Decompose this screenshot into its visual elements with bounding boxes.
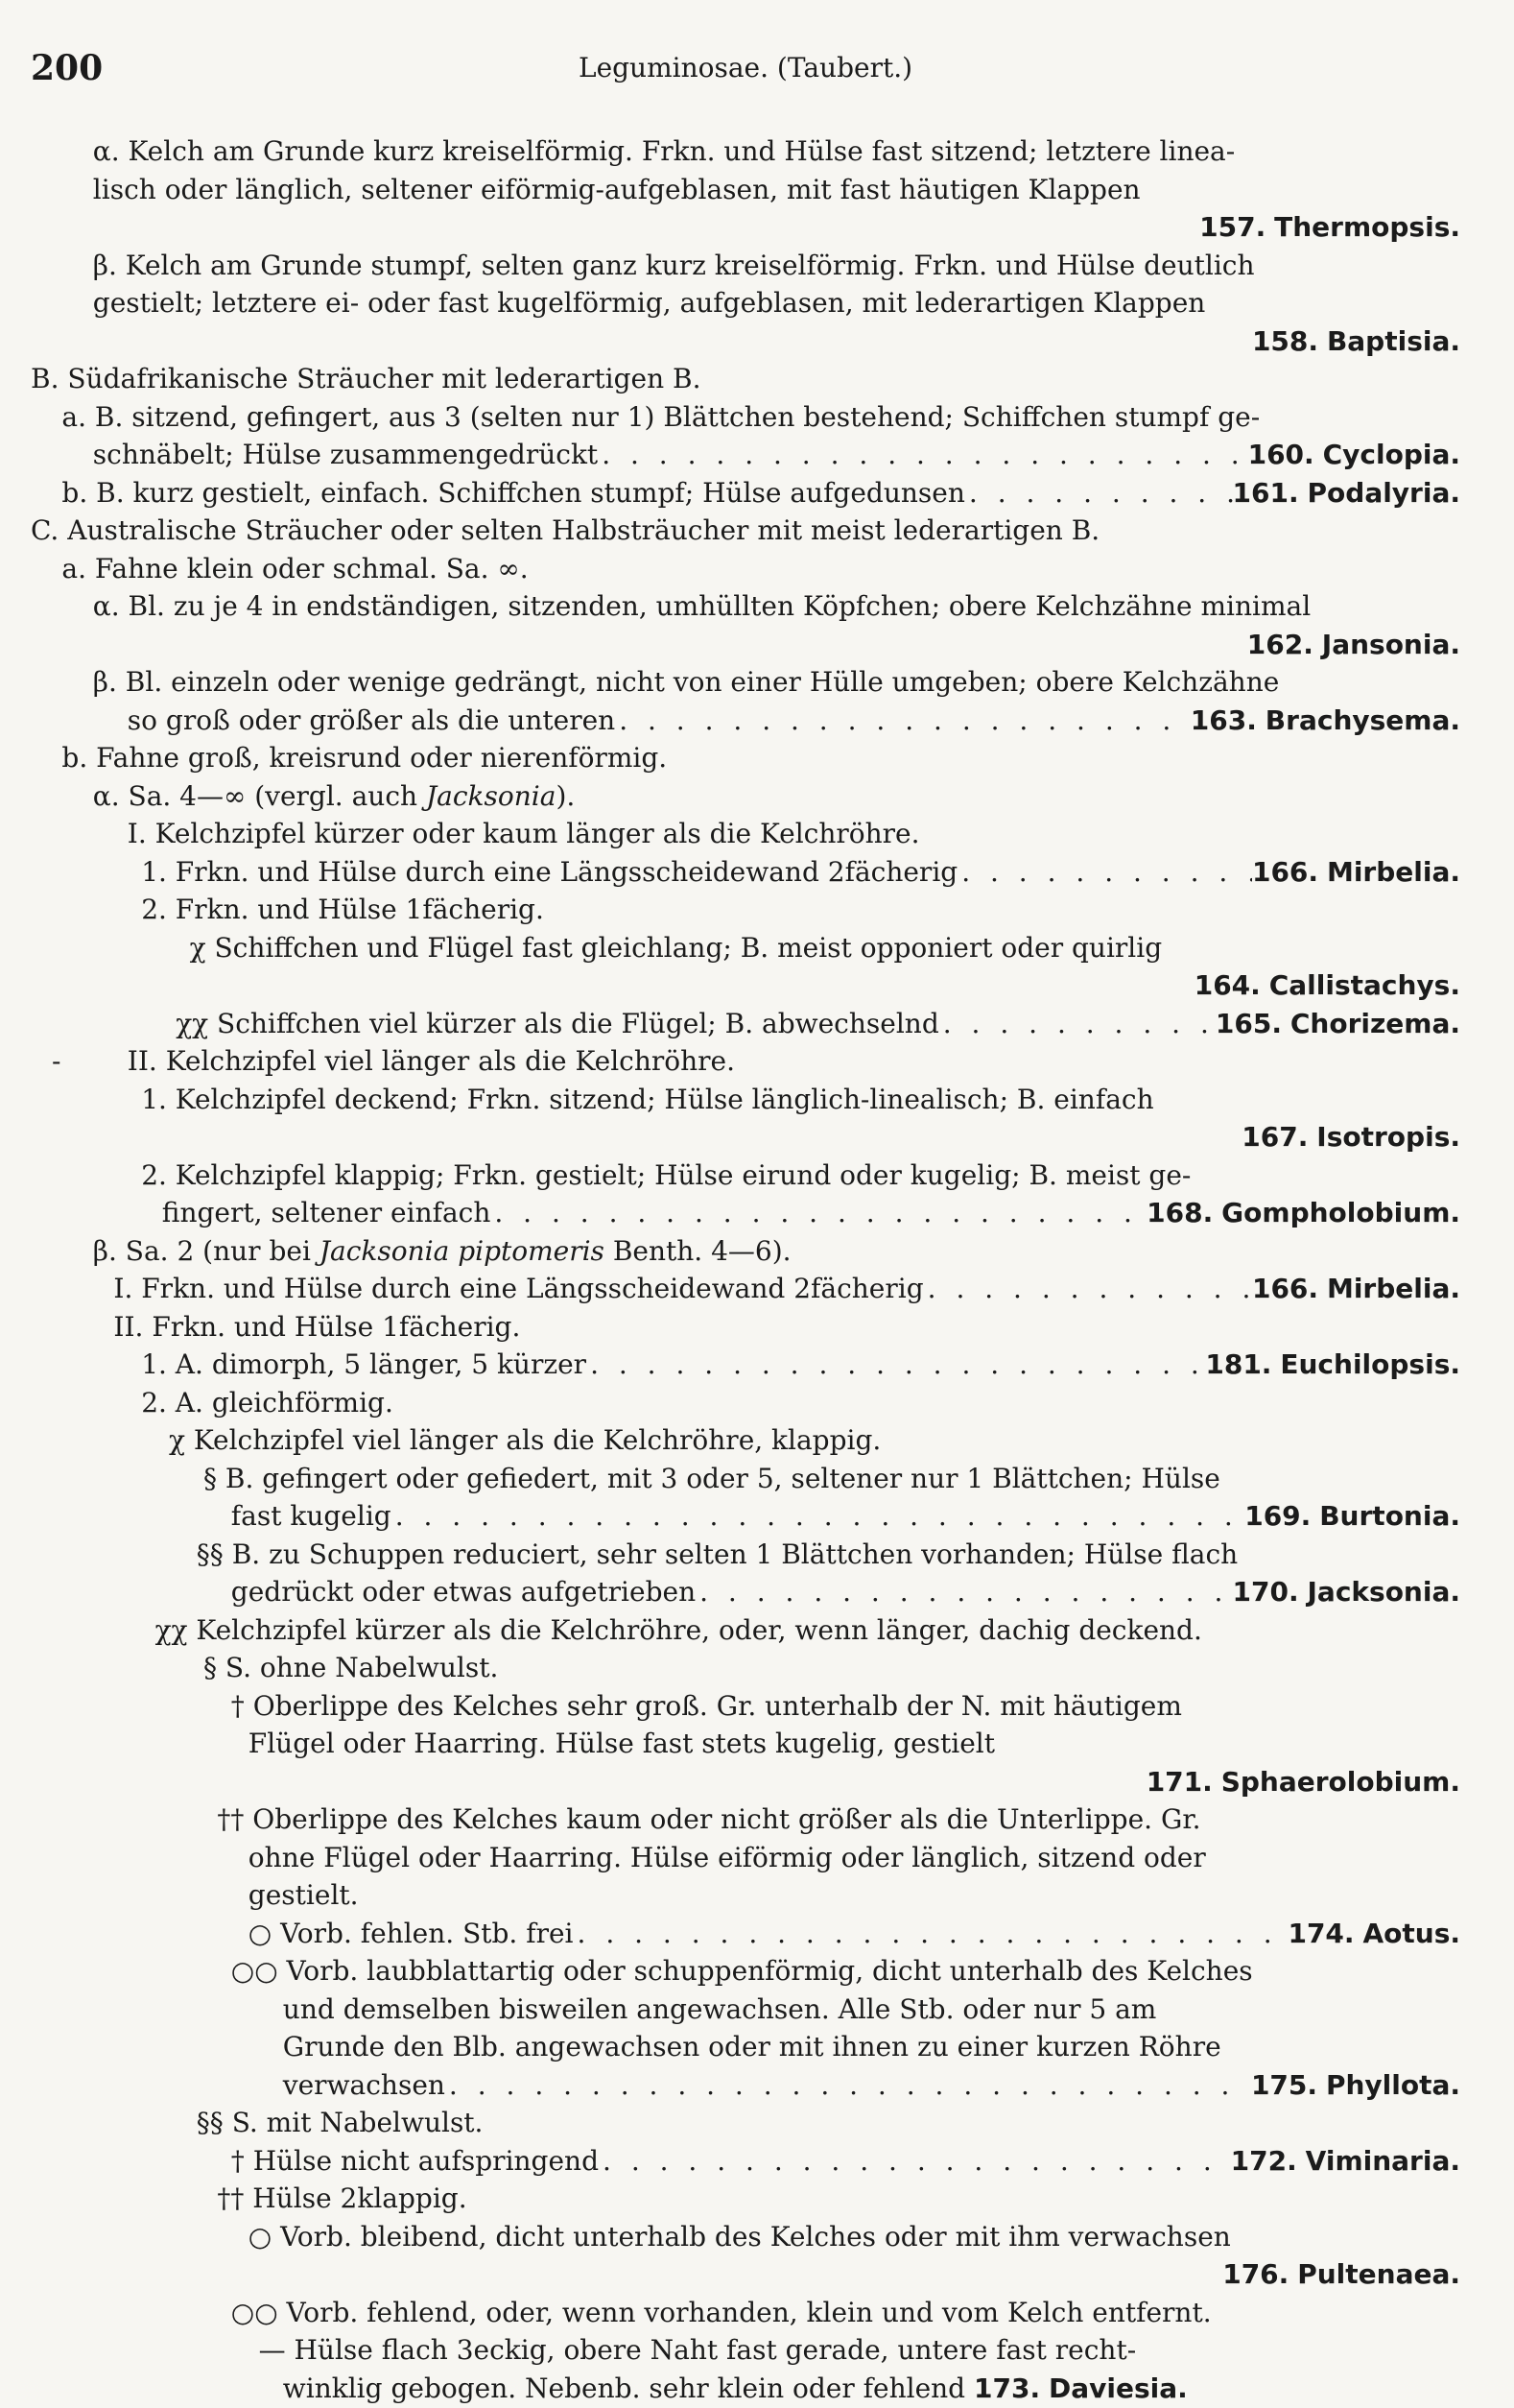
taxon-reference xyxy=(1199,211,1460,243)
key-line xyxy=(31,132,1460,171)
key-text: ohne Flügel oder Haarring. Hülse eiförmig oder länglich, sitzend oder xyxy=(248,1841,1206,1873)
taxon-number: 166. xyxy=(1251,855,1319,888)
key-line xyxy=(31,1536,1460,1574)
key-text: χχ Kelchzipfel kürzer als die Kelchröhre, oder, wenn länger, dachig deckend. xyxy=(154,1613,1202,1646)
key-line xyxy=(31,663,1460,702)
key-line xyxy=(31,587,1460,626)
genus-name: Baptisia. xyxy=(1326,324,1460,357)
key-text: § B. gefingert oder gefiedert, mit 3 oder 5, seltener nur 1 Blättchen; Hülse xyxy=(203,1462,1220,1494)
key-text: I. Frkn. und Hülse durch eine Längsscheidewand 2fächerig xyxy=(113,1273,924,1304)
key-text: † Hülse nicht aufspringend xyxy=(230,2144,600,2177)
genus-name: Cyclopia. xyxy=(1322,439,1460,470)
key-text: §§ S. mit Nabelwulst. xyxy=(196,2107,484,2138)
key-line xyxy=(31,1156,1460,1195)
key-line xyxy=(31,891,1460,929)
key-text: 1. Frkn. und Hülse durch eine Längsscheidewand 2fächerig xyxy=(141,855,958,888)
key-line xyxy=(31,2331,1460,2370)
taxon-reference xyxy=(1231,2142,1460,2181)
taxon-reference xyxy=(1247,629,1460,660)
genus-name: Pultenaea. xyxy=(1297,2258,1460,2290)
key-line xyxy=(31,1800,1460,1839)
key-text: II. Kelchzipfel viel länger als die Kelchröhre. xyxy=(127,1045,736,1077)
taxon-reference xyxy=(1147,1194,1460,1232)
key-line xyxy=(31,2104,1460,2142)
key-text: 2. Kelchzipfel klappig; Frkn. gestielt; Hülse eirund oder kugelig; B. meist ge- xyxy=(141,1158,1192,1191)
key-line xyxy=(31,2294,1460,2332)
key-text: β. Kelch am Grunde stumpf, selten ganz kurz kreiselförmig. Frkn. und Hülse deutlich xyxy=(92,249,1255,281)
taxon-number: 157. xyxy=(1199,211,1266,243)
key-text: 2. Frkn. und Hülse 1fächerig. xyxy=(141,894,544,925)
key-text: β. Bl. einzeln oder wenige gedrängt, nicht von einer Hülle umgeben; obere Kelchzähne xyxy=(92,666,1280,698)
key-line xyxy=(31,171,1460,209)
taxon-number: 169. xyxy=(1244,1500,1312,1532)
leader-dots xyxy=(445,2066,1251,2105)
key-line xyxy=(31,1611,1460,1650)
key-result-line xyxy=(31,626,1460,664)
key-text: verwachsen xyxy=(282,2068,445,2101)
key-text: winklig gebogen. Nebenb. sehr klein oder fehlend xyxy=(282,2372,966,2404)
key-line xyxy=(31,2028,1460,2066)
key-line xyxy=(31,284,1460,322)
taxon-italic: Jacksonia xyxy=(425,779,556,812)
taxon-reference xyxy=(1191,702,1460,740)
leader-dots xyxy=(490,1194,1147,1232)
key-text: α. Sa. 4—∞ (vergl. auch xyxy=(92,779,426,812)
key-line xyxy=(31,1270,1460,1308)
key-line xyxy=(31,1991,1460,2029)
taxon-number: 174. xyxy=(1288,1917,1355,1949)
key-result-line xyxy=(31,2255,1460,2294)
key-text: †† Oberlippe des Kelches kaum oder nicht größer als die Unterlippe. Gr. xyxy=(217,1803,1201,1835)
taxon-number: 166. xyxy=(1251,1273,1319,1304)
key-text: so groß oder größer als die unteren xyxy=(127,703,616,736)
taxon-reference xyxy=(1222,2258,1460,2290)
key-line xyxy=(31,929,1460,967)
taxon-number: 164. xyxy=(1194,969,1261,1001)
key-line xyxy=(31,1346,1460,1384)
key-text: †† Hülse 2klappig. xyxy=(217,2182,467,2214)
genus-name: Callistachys. xyxy=(1268,969,1460,1001)
key-text: I. Kelchzipfel kürzer oder kaum länger als die Kelchröhre. xyxy=(127,818,920,849)
key-text: 2. A. gleichförmig. xyxy=(141,1386,393,1419)
leader-dots xyxy=(939,1005,1216,1043)
key-text: χχ Schiffchen viel kürzer als die Flügel; B. abwechselnd xyxy=(176,1007,939,1039)
key-line xyxy=(31,398,1460,437)
key-text: χ Schiffchen und Flügel fast gleichlang; B. meist opponiert oder quirlig xyxy=(189,931,1163,964)
taxon-number: 165. xyxy=(1215,1007,1282,1039)
taxon-number: 175. xyxy=(1250,2068,1318,2101)
taxon-number: 173. xyxy=(974,2372,1041,2404)
genus-name: Thermopsis. xyxy=(1274,211,1460,243)
key-text: lisch oder länglich, seltener eiförmig-aufgeblasen, mit fast häutigen Klappen xyxy=(92,173,1141,205)
key-text: ○○ Vorb. laubblattartig oder schuppenförmig, dicht unterhalb des Kelches xyxy=(230,1955,1253,1987)
key-line xyxy=(31,1460,1460,1498)
taxon-number: 171. xyxy=(1146,1765,1213,1798)
genus-name: Chorizema. xyxy=(1289,1007,1460,1039)
taxon-number: 168. xyxy=(1147,1197,1214,1228)
leader-dots xyxy=(391,1497,1245,1536)
genus-name: Jansonia. xyxy=(1321,628,1460,660)
key-line xyxy=(31,2370,1460,2408)
key-text: §§ B. zu Schuppen reduciert, sehr selten 1 Blättchen vorhanden; Hülse flach xyxy=(196,1538,1239,1570)
taxon-reference xyxy=(974,2372,1188,2404)
key-line xyxy=(31,1308,1460,1347)
key-text: a. B. sitzend, gefingert, aus 3 (selten nur 1) Blättchen bestehend; Schiffchen stumpf ge- xyxy=(61,400,1261,433)
key-text: 1. Kelchzipfel deckend; Frkn. sitzend; Hülse länglich-linealisch; B. einfach xyxy=(141,1083,1154,1115)
key-text: α. Kelch am Grunde kurz kreiselförmig. Frkn. und Hülse fast sitzend; letztere linea- xyxy=(92,135,1236,167)
key-text: † Oberlippe des Kelches sehr groß. Gr. unterhalb der N. mit häutigem xyxy=(230,1689,1182,1722)
key-result-line xyxy=(31,322,1460,361)
genus-name: Jacksonia. xyxy=(1307,1576,1460,1608)
key-text: Grunde den Blb. angewachsen oder mit ihnen zu einer kurzen Röhre xyxy=(282,2031,1221,2062)
key-line xyxy=(31,1194,1460,1232)
taxon-reference xyxy=(1252,1270,1460,1308)
key-result-line xyxy=(31,1118,1460,1156)
key-text: — Hülse flach 3eckig, obere Naht fast gerade, untere fast recht- xyxy=(258,2334,1137,2366)
taxon-reference xyxy=(1195,969,1460,1001)
taxon-reference xyxy=(1233,474,1460,513)
genus-name: Sphaerolobium. xyxy=(1220,1765,1460,1798)
leader-dots xyxy=(598,436,1247,474)
key-line xyxy=(31,1232,1460,1271)
leader-dots xyxy=(599,2142,1231,2181)
leader-dots xyxy=(586,1346,1205,1384)
key-line xyxy=(31,1421,1460,1460)
key-line xyxy=(31,815,1460,853)
taxon-reference xyxy=(1233,1573,1461,1611)
key-line xyxy=(31,853,1460,892)
running-title: Leguminosae. (Taubert.) xyxy=(578,52,913,83)
key-result-line xyxy=(31,966,1460,1005)
taxon-reference xyxy=(1251,2066,1460,2105)
genus-name: Phyllota. xyxy=(1325,2068,1460,2101)
key-text-tail: ). xyxy=(556,779,576,812)
key-text: χ Kelchzipfel viel länger als die Kelchröhre, klappig. xyxy=(169,1424,882,1456)
leader-dots xyxy=(696,1573,1232,1611)
taxon-number: 160. xyxy=(1247,439,1314,470)
key-line xyxy=(31,777,1460,816)
key-text: gestielt. xyxy=(248,1879,359,1911)
taxon-italic: Jacksonia piptomeris xyxy=(319,1234,604,1267)
genus-name: Burtonia. xyxy=(1319,1500,1460,1532)
key-text-tail: Benth. 4—6). xyxy=(603,1234,792,1267)
key-text: ○ Vorb. fehlen. Stb. frei xyxy=(248,1917,574,1949)
key-line xyxy=(31,2066,1460,2105)
key-text: C. Australische Sträucher oder selten Halbsträucher mit meist lederartigen B. xyxy=(31,514,1100,546)
genus-name: Mirbelia. xyxy=(1326,855,1460,888)
key-text: ○○ Vorb. fehlend, oder, wenn vorhanden, klein und vom Kelch entfernt. xyxy=(230,2296,1212,2328)
key-text: B. Südafrikanische Sträucher mit lederartigen B. xyxy=(31,363,701,394)
genus-name: Viminaria. xyxy=(1305,2144,1460,2177)
key-text: schnäbelt; Hülse zusammengedrückt xyxy=(92,439,599,470)
key-line xyxy=(31,360,1460,398)
key-text: gedrückt oder etwas aufgetrieben xyxy=(230,1576,697,1608)
margin-mark: - xyxy=(52,1045,61,1077)
key-line xyxy=(31,1497,1460,1536)
key-text: und demselben bisweilen angewachsen. Alle Stb. oder nur 5 am xyxy=(282,1992,1157,2025)
taxon-reference xyxy=(1242,1121,1460,1153)
key-line xyxy=(31,512,1460,550)
leader-dots xyxy=(924,1270,1252,1308)
taxon-reference xyxy=(1216,1005,1460,1043)
key-line xyxy=(31,1081,1460,1119)
genus-name: Brachysema. xyxy=(1265,703,1460,736)
key-line xyxy=(31,1915,1460,1953)
key-text: β. Sa. 2 (nur bei xyxy=(92,1234,319,1267)
key-line xyxy=(31,2180,1460,2218)
key-line xyxy=(31,1042,1460,1081)
key-line xyxy=(31,474,1460,513)
key-line xyxy=(31,436,1460,474)
page-number: 200 xyxy=(31,48,104,88)
key-text: b. Fahne groß, kreisrund oder nierenförmig. xyxy=(61,742,668,774)
leader-dots xyxy=(574,1915,1289,1953)
taxon-reference xyxy=(1147,1766,1460,1798)
key-line xyxy=(31,1649,1460,1687)
genus-name: Aotus. xyxy=(1362,1917,1460,1949)
key-text: § S. ohne Nabelwulst. xyxy=(203,1652,499,1683)
key-line xyxy=(31,739,1460,777)
taxon-number: 167. xyxy=(1242,1121,1309,1153)
genus-name: Podalyria. xyxy=(1307,476,1460,509)
key-line xyxy=(31,1687,1460,1726)
key-text: b. B. kurz gestielt, einfach. Schiffchen stumpf; Hülse aufgedunsen xyxy=(61,476,965,509)
taxon-reference xyxy=(1205,1346,1460,1384)
key-line xyxy=(31,1384,1460,1422)
taxon-reference xyxy=(1252,853,1460,892)
key-text: α. Bl. zu je 4 in endständigen, sitzenden, umhüllten Köpfchen; obere Kelchzähne minimal xyxy=(92,590,1312,622)
taxon-number: 170. xyxy=(1232,1576,1299,1608)
key-text: II. Frkn. und Hülse 1fächerig. xyxy=(113,1310,521,1343)
genus-name: Euchilopsis. xyxy=(1280,1348,1460,1380)
taxon-reference xyxy=(1248,436,1460,474)
key-line xyxy=(31,550,1460,588)
taxon-reference xyxy=(1288,1915,1460,1953)
key-line xyxy=(31,247,1460,285)
taxon-number: 163. xyxy=(1190,703,1257,736)
leader-dots xyxy=(958,853,1252,892)
leader-dots xyxy=(615,702,1191,740)
key-line xyxy=(31,1876,1460,1915)
key-line xyxy=(31,1952,1460,1991)
taxon-number: 161. xyxy=(1232,476,1299,509)
taxon-number: 172. xyxy=(1230,2144,1297,2177)
genus-name: Daviesia. xyxy=(1049,2372,1188,2404)
key-line xyxy=(31,2218,1460,2256)
key-line xyxy=(31,1573,1460,1611)
key-result-line xyxy=(31,1763,1460,1801)
key-text: Flügel oder Haarring. Hülse fast stets kugelig, gestielt xyxy=(248,1728,995,1759)
key-text: fingert, seltener einfach xyxy=(161,1197,491,1228)
leader-dots xyxy=(965,474,1233,513)
taxon-number: 162. xyxy=(1246,628,1313,660)
genus-name: Gompholobium. xyxy=(1221,1197,1460,1228)
taxon-number: 176. xyxy=(1222,2258,1289,2290)
genus-name: Mirbelia. xyxy=(1326,1273,1460,1304)
key-line xyxy=(31,1005,1460,1043)
genus-name: Isotropis. xyxy=(1316,1121,1460,1153)
taxon-number: 158. xyxy=(1251,324,1319,357)
key-text: 1. A. dimorph, 5 länger, 5 kürzer xyxy=(141,1348,587,1380)
key-text: fast kugelig xyxy=(230,1500,391,1532)
taxon-reference xyxy=(1252,325,1460,357)
key-line xyxy=(31,2142,1460,2181)
key-text: a. Fahne klein oder schmal. Sa. ∞. xyxy=(61,552,529,584)
identification-key xyxy=(31,132,1460,2407)
key-line xyxy=(31,702,1460,740)
key-text: ○ Vorb. bleibend, dicht unterhalb des Kelches oder mit ihm verwachsen xyxy=(248,2220,1231,2253)
taxon-number: 181. xyxy=(1205,1348,1272,1380)
key-result-line xyxy=(31,208,1460,247)
taxon-reference xyxy=(1244,1497,1460,1536)
running-header xyxy=(31,46,1460,90)
key-line xyxy=(31,1725,1460,1763)
key-line xyxy=(31,1839,1460,1877)
key-text: gestielt; letztere ei- oder fast kugelförmig, aufgeblasen, mit lederartigen Klappen xyxy=(92,287,1206,319)
